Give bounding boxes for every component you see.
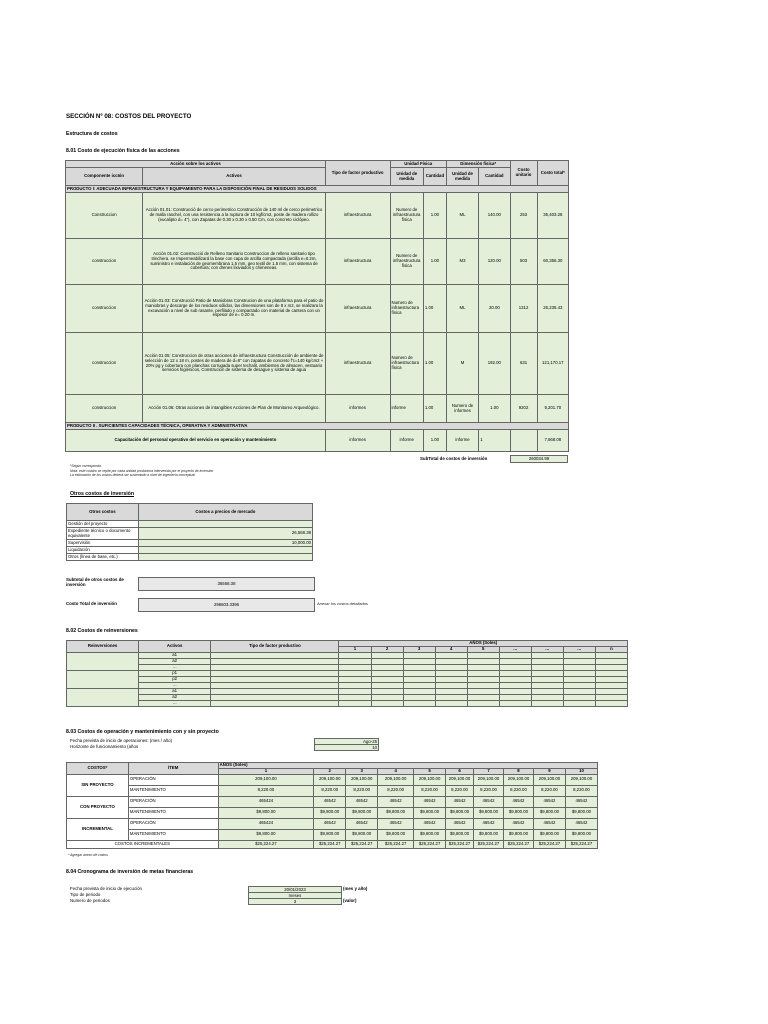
year-value[interactable]: 209,100.00 [504,774,534,785]
table-row [66,395,569,423]
year-header: 1 [218,768,314,774]
item-label: OPERACIÓN [128,774,218,785]
table-row [66,239,569,285]
row-value: 10,000.00 [138,540,312,547]
year-header: 3 [346,768,378,774]
header-anos: AÑOS (Soles) [339,641,628,647]
cell-activo: Acción 01.03: Construcció Patio de Maniobras Construcion de una plataforma para el patio de maniobras y descarge de los residuos sólidos, las dimensiones son de 8 x m2, se realizara la excavación a nivel de sub rasante, perfilado y compactado con material de cantera con un espesor de e= 0.20 m. [143,285,326,333]
total-value: $25,224.27 [314,840,346,848]
estructura-heading: Estructura de costos [66,131,118,137]
year-header: … [499,647,531,653]
cell-unidad: informe [390,395,423,423]
header-activos: Activos [143,168,326,186]
cell-costo-total: 9,201.70 [537,395,568,423]
fecha-operaciones-value[interactable]: Ago-25 [314,738,379,745]
cell-activo: Acción 01.06: Otras acciones de intangibles Acciones de Plan de Monitoreo Arqueológico. [143,395,326,423]
header-cantidad-2: Cantidad [479,168,510,186]
costos-ejecucion-table [65,160,569,452]
group-label: CON PROYECTO [67,796,129,818]
year-value[interactable]: 209,100.00 [474,774,504,785]
total-value: $25,224.27 [446,840,474,848]
cell-unidad: Numero de infraestructura física [390,285,423,333]
row-value [138,521,312,528]
cell-tipo: infraestructura [325,285,390,333]
note-line: La estimación de los costos deberá ser sustentado a nivel de ingeniería conceptual [70,473,195,478]
year-value[interactable]: 46542 [474,818,504,829]
cell-cantidad: 1.00 [423,193,446,239]
cell-cantidad: 1.00 [423,285,446,333]
cell-unidad-2: M3 [446,239,478,285]
year-value[interactable]: $9,800.00 [446,807,474,818]
cell-costo-unitario: 1312 [510,285,537,333]
num-periodos-value[interactable]: 3 [248,898,342,905]
cell-unidad-2: M [446,333,478,395]
cell-unidad: Numero de infraestructura física [390,239,423,285]
total-value: $25,224.27 [346,840,378,848]
table-row [67,818,598,829]
year-header: 5 [414,768,446,774]
year-value[interactable]: $9,800.00 [414,807,446,818]
subtotal-otros-value: 36568.38 [138,577,315,591]
s801-heading: 8.01 Costo de ejecución física de las acciones [66,148,180,154]
year-value[interactable]: 46542 [378,796,414,807]
table-row [66,193,569,239]
year-value[interactable]: 46542 [533,796,565,807]
cell-cantidad: 1.00 [423,333,446,395]
table-row [67,785,598,796]
year-value[interactable]: 8,220.00 [565,785,597,796]
total-value: $25,224.27 [533,840,565,848]
reinversion-cell[interactable] [67,689,139,707]
year-value[interactable]: $9,800.00 [504,807,534,818]
horizonte-value[interactable]: 10 [314,744,379,751]
year-value[interactable]: $9,800.00 [474,829,504,840]
header-dimension: Dimensión física* [446,161,510,168]
year-value[interactable]: 8,220.00 [504,785,534,796]
cell-costo-unitario: 503 [510,239,537,285]
group-label: INCREMENTAL [67,818,129,840]
otros-costos-table [66,503,313,561]
header-costo-unitario: Costo unitario [510,161,537,186]
notes-8-01 [70,464,213,478]
cell-tipo: infraestructura [325,239,390,285]
subtotal-value: 260034.99 [510,455,568,463]
year-value[interactable]: $9,800.00 [504,829,534,840]
year-value[interactable]: $9,800.00 [565,807,597,818]
item-label: MANTENIMIENTO [128,785,218,796]
group-label: SIN PROYECTO [67,774,129,796]
year-value-cell[interactable] [339,701,371,707]
tipo-periodo-label: Tipo de periodo [70,892,101,897]
year-value[interactable]: $9,800.00 [314,829,346,840]
product-2-row: PRODUCTO II . SUFICIENTES CAPACIDADES TÉCNICA, OPERATIVA Y ADMINISTRATIVA [66,423,569,430]
cell-cantidad: 1.00 [423,395,446,423]
row-label: Otros (línea de base, etc.) [67,554,139,561]
year-value[interactable]: 209,100.00 [414,774,446,785]
table-row [67,774,598,785]
year-value[interactable]: 8,220.00 [314,785,346,796]
om-body [67,763,598,849]
cell-componente: Construccion [66,193,143,239]
header-tipo: Tipo de factor productivo [325,161,390,186]
total-value: $25,224.27 [474,840,504,848]
year-header: 4 [435,647,467,653]
year-header: 2 [314,768,346,774]
total-value: $25,224.27 [378,840,414,848]
year-value[interactable]: 465424 [218,796,314,807]
cell-costo-total: 121,170.17 [537,333,568,395]
row-label: Liquidación [67,547,139,554]
cell-costo-unitario: 631 [510,333,537,395]
header-costos: COSTOS* [67,763,129,775]
table-row [67,796,598,807]
year-value[interactable]: $9,800.00 [474,807,504,818]
cell-componente: construccion [66,333,143,395]
cell-activo: Acción 01.01: Construcció de cerco perimetrico Construcción de 140 ml de cerco perimetrico de malla raschel, con una resistencia a la ruptura de 10 kgf/cm2, poste de madera rollizo (eucalipto d= 4"), con Zapatas de 0.30 x 0.30 x 0.50 Cm, con concreto ciclópeo. [143,193,326,239]
year-value-cell[interactable] [499,701,531,707]
header-anos: AÑOS (Soles) [218,763,597,769]
total-value: $25,224.27 [414,840,446,848]
header-accion: Acción sobre los activos [66,161,326,168]
cell-costo-total: 35,403.28 [537,193,568,239]
header-reinversiones: Reinversiones [67,641,139,653]
total-value: $25,224.27 [218,840,314,848]
tipo-cell[interactable] [211,701,339,707]
cell-tipo: infraestructura [325,193,390,239]
header-otros-costos: Otros costos [67,504,139,521]
year-value[interactable]: 46542 [346,796,378,807]
row-value: 26,568.38 [138,528,312,540]
year-value[interactable]: 46542 [446,818,474,829]
cell-componente: construccion [66,285,143,333]
year-value[interactable]: 46542 [504,796,534,807]
subtotal-otros-label: Subtotal de otros costos de inversión [66,577,124,588]
activo-cell: a1 [139,689,211,695]
cell-cantidad-2: 140.00 [479,193,510,239]
year-value[interactable]: 46542 [346,818,378,829]
table-row [67,807,598,818]
cell-unidad: informe [390,430,423,452]
row-label: Expediente técnico o documento equivalente [67,528,139,540]
item-label: MANTENIMIENTO [128,807,218,818]
activo-cell: p2 [139,677,211,683]
year-value[interactable]: 209,100.00 [346,774,378,785]
row-value [138,547,312,554]
year-value[interactable]: 8,220.00 [533,785,565,796]
table-row [67,701,628,707]
year-value[interactable]: 209,100.00 [218,774,314,785]
activo-cell: a2 [139,659,211,665]
fecha-ejecucion-value[interactable]: 20/01/2023 [248,886,342,893]
year-header: … [563,647,595,653]
item-label: MANTENIMIENTO [128,829,218,840]
header-unidad-medida: Unidad de medida [390,168,423,186]
cell-unidad: Numero de infraestructura física [390,193,423,239]
row-label: Supervisión [67,540,139,547]
cell-costo-total: 26,235.43 [537,285,568,333]
cell-costo-unitario: 253 [510,193,537,239]
year-value[interactable]: 46542 [314,796,346,807]
cell-componente: construccion [66,239,143,285]
year-value[interactable]: 8,220.00 [378,785,414,796]
reinversiones-body [67,653,628,707]
activo-cell: a1 [139,653,211,659]
activo-cell: a2 [139,695,211,701]
cell-costo-unitario: 9202 [510,395,537,423]
total-row [67,840,598,848]
cell-unidad-2: ML [446,193,478,239]
year-value[interactable]: 209,100.00 [314,774,346,785]
cell-unidad-2: Numero de informes [446,395,478,423]
row-label: Gestión del proyecto [67,521,139,528]
year-value[interactable]: 46542 [414,796,446,807]
cell-cantidad-2: 120.00 [479,239,510,285]
cell-activo: Acción 01.05: Construccion de otras acciones de infraestructura Construcción de ambiente de selección de 12 x 18 m, postes de madera de d=8" con zapatas de concreto f'c=140 kg/cm2 + 20% pg y cobertura con planchas corrugada super techalit, ambientes de almacen, vestuario servicios higiénicos, Construcion de sistema de desague y sistema de agua [143,333,326,395]
cell-unidad-2: ML [446,285,478,333]
header-costo-total: Costo total* [537,161,568,186]
num-periodos-unit: (valor) [343,898,357,903]
row-value [138,554,312,561]
year-value[interactable]: 46542 [414,818,446,829]
year-value-cell[interactable] [371,701,403,707]
cell-costo-total: 7,668.08 [537,430,568,452]
year-value[interactable]: 46542 [565,796,597,807]
cell-tipo: informes [325,395,390,423]
anexo-note: * Agregar anexo de costos [68,853,108,857]
year-value[interactable]: $9,800.00 [446,829,474,840]
cell-componente: construccion [66,395,143,423]
year-value[interactable]: $9,800.00 [218,807,314,818]
year-value[interactable]: $9,800.00 [533,807,565,818]
year-value[interactable]: $9,800.00 [378,829,414,840]
reinversion-cell[interactable] [67,671,139,689]
s803-heading: 8.03 Costos de operación y mantenimiento con y sin proyecto [66,729,219,735]
cell-unidad: Numero de infraestructura física [390,333,423,395]
year-value[interactable]: 46542 [504,818,534,829]
section-title: SECCIÓN Nº 08: COSTOS DEL PROYECTO [66,113,192,120]
cell-cantidad: 1.00 [423,239,446,285]
year-value[interactable]: 46542 [533,818,565,829]
total-label: COSTOS INCREMENTALES [67,840,219,848]
note-line: Nota: este cuadro se repite por cada unidad productora intervenida por el proyecto de inversión [70,468,214,473]
year-header: 2 [371,647,403,653]
year-value[interactable]: $9,800.00 [565,829,597,840]
total-value: $25,224.27 [565,840,597,848]
year-value[interactable]: $9,800.00 [314,807,346,818]
year-header: 6 [446,768,474,774]
year-value-cell[interactable] [595,701,627,707]
anexar-note: Anexar los costos detallados [317,601,368,606]
header-cantidad: Cantidad [423,168,446,186]
activo-cell: … [139,701,211,707]
fecha-ejecucion-unit: (mes y año) [343,886,368,891]
otros-heading: Otros costos de inversión [70,491,134,497]
cell-costo-total: 60,356.30 [537,239,568,285]
year-value[interactable]: $9,800.00 [218,829,314,840]
year-header: 1 [339,647,371,653]
costo-total-label: Costo Total de inversión [66,601,117,606]
year-value[interactable]: 209,100.00 [446,774,474,785]
item-label: OPERACIÓN [128,796,218,807]
year-value[interactable]: 209,100.00 [565,774,597,785]
year-value-cell[interactable] [435,701,467,707]
cell-cantidad-2: 192.00 [479,333,510,395]
year-value-cell[interactable] [563,701,595,707]
year-value[interactable]: 46542 [378,818,414,829]
year-header: 3 [403,647,435,653]
activo-cell: … [139,683,211,689]
year-value[interactable]: 8,220.00 [346,785,378,796]
year-value-cell[interactable] [403,701,435,707]
year-value-cell[interactable] [467,701,499,707]
year-header: 10 [565,768,597,774]
year-header: … [531,647,563,653]
header-unidad-medida-2: Unidad de medida [446,168,478,186]
cell-componente: Capacitación del personal operativo del servicio en operación y mantenimiento [66,430,326,452]
cell-activo: Acción 01.02: Construcció de Relleno Sanitario Construccion de relleno sanitario tipo trinchera. se Impermeabilizará la base con capa de arcilla compactada (arcilla e=0.2m, suministro e instalación de geomembrana 1.5 mm, geo textil de 1.5 mm, con sistema de cobertura; con drenes lixiviados y chimeneas. [143,239,326,285]
year-header: 9 [533,768,565,774]
cell-unidad-2: informe [446,430,478,452]
cell-tipo: infraestructura [325,333,390,395]
year-value[interactable]: 46542 [446,796,474,807]
year-header: 8 [504,768,534,774]
product-1-row: PRODUCTO I: ADECUADA INFRAESTRUCTURA Y EQUIPAMIENTO PARA LA DISPOSICIÓN FINAL DE RESIDUOS SOLIDOS [66,186,569,193]
table-row [67,829,598,840]
year-value[interactable]: $9,800.00 [414,829,446,840]
year-value[interactable]: 8,220.00 [414,785,446,796]
subtotal-label: SubTotal de costos de inversión [420,456,488,461]
year-value[interactable]: $9,800.00 [533,829,565,840]
fecha-operaciones-label: Fecha prevista de inicio de operaciones: (mes / año) [70,738,173,743]
year-value[interactable]: $9,800.00 [346,807,378,818]
header-unidad-fisica: Unidad Física [390,161,446,168]
total-value: $25,224.27 [504,840,534,848]
cell-tipo: informes [325,430,390,452]
header-item: ÍTEM [128,763,218,775]
cell-costo-unitario [510,430,537,452]
header-componente: Componente iccIón [66,168,143,186]
table-row [66,333,569,395]
cell-cantidad-2: 1 [479,430,510,452]
year-value[interactable]: 465424 [218,818,314,829]
header-activos: Activos [139,641,211,653]
year-value[interactable]: 209,100.00 [533,774,565,785]
note-line: *Según corresponda [70,464,101,468]
year-value[interactable]: 46542 [314,818,346,829]
year-value[interactable]: $9,800.00 [346,829,378,840]
operacion-mantenimiento-table [66,762,598,849]
year-value[interactable]: 8,220.00 [474,785,504,796]
header-tipo: Tipo de factor productivo [211,641,339,653]
s804-heading: 8.04 Cronograma de inversión de metas financieras [66,869,194,875]
num-periodos-label: Numero de periodos [70,898,110,903]
tipo-periodo-value[interactable]: meses [248,892,342,899]
fecha-ejecucion-label: Fecha prevista de inicio de ejecución [70,886,142,891]
reinversion-cell[interactable] [67,653,139,671]
cell-cantidad: 1.00 [423,430,446,452]
year-value-cell[interactable] [531,701,563,707]
reinversiones-table [66,640,628,707]
year-header: 5 [467,647,499,653]
table-row [66,430,569,452]
cell-cantidad-2: 1.00 [479,395,510,423]
item-label: OPERACIÓN [128,818,218,829]
cell-cantidad-2: 20.00 [479,285,510,333]
s802-heading: 8.02 Costos de reinversiones [66,628,138,634]
year-value[interactable]: 46542 [565,818,597,829]
header-costos-mercado: Costos a precios de mercado [138,504,312,521]
activo-cell: p1 [139,671,211,677]
year-value[interactable]: $9,800.00 [378,807,414,818]
year-value[interactable]: 46542 [474,796,504,807]
costo-total-value: 296603.3396 [138,598,315,612]
year-header: 4 [378,768,414,774]
year-header: 7 [474,768,504,774]
year-value[interactable]: 8,220.00 [218,785,314,796]
year-header: n [595,647,627,653]
activo-cell: … [139,665,211,671]
table-row [66,285,569,333]
horizonte-label: Horizonte de funcionamiento (años [70,744,139,749]
year-value[interactable]: 8,220.00 [446,785,474,796]
year-value[interactable]: 209,100.00 [378,774,414,785]
